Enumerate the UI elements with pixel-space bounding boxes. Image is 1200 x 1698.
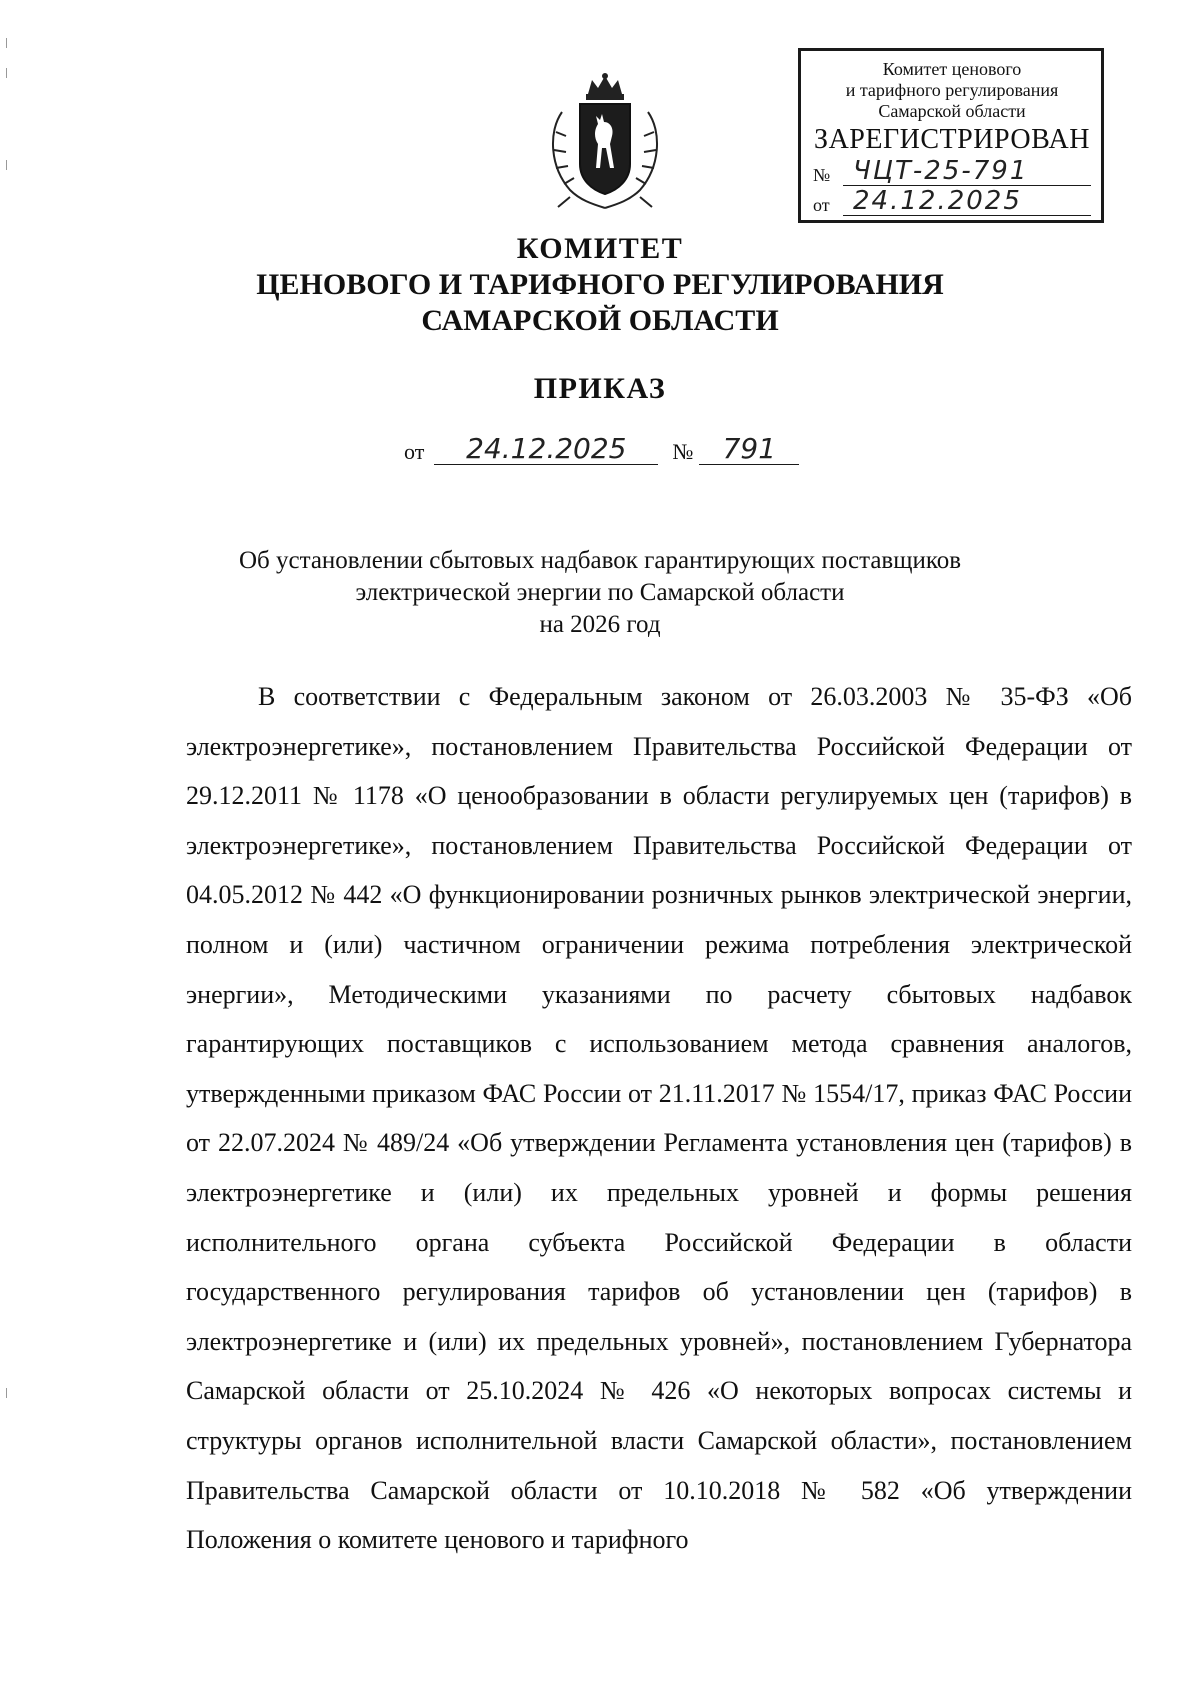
scan-mark (6, 38, 7, 48)
subject-line-2: электрической энергии по Самарской области (355, 579, 845, 606)
stamp-number-label: № (813, 165, 831, 185)
scan-mark (6, 160, 7, 170)
preamble-paragraph: В соответствии с Федеральным законом от 26.03.2003 № 35-ФЗ «Об электроэнергетике», постановлением Правительства Российской Федерации от 29.12.2011 № 1178 «О ценообразовании в области регулируемых цен (тарифов) в электроэнергетике», постановлением Правительства Российской Федерации от 04.05.2012 № 442 «О функционировании розничных рынков электрической энергии, полном и (или) частичном ограничении режима потребления электрической энергии», Методическими указаниями по расчету сбытовых надбавок гарантирующих поставщиков с использованием метода сравнения аналогов, утвержденными приказом ФАС России от 21.11.2017 № 1554/17, приказ ФАС России от 22.07.2024 № 489/24 «Об утверждении Регламента установления цен (тарифов) в электроэнергетике и (или) их предельных уровней и формы решения исполнительного органа субъекта Российской Федерации в области государственного регулирования тарифов об установлении цен (тарифов) в электроэнергетике и (или) их предельных уровней», постановлением Губернатора Самарской области от 25.10.2024 № 426 «О некоторых вопросах системы и структуры органов исполнительной власти Самарской области», постановлением Правительства Самарской области от 10.10.2018 № 582 «Об утверждении Положения о комитете ценового и тарифного (186, 682, 1132, 1555)
order-date-value: 24.12.2025 (434, 434, 658, 465)
stamp-date-value: 24.12.2025 (843, 187, 1091, 216)
committee-name-line-3: САМАРСКОЙ ОБЛАСТИ (421, 304, 779, 337)
stamp-date-label: от (813, 195, 830, 215)
subject-line-3: на 2026 год (539, 611, 661, 638)
order-number-value: 791 (699, 434, 799, 465)
order-date-number (404, 425, 824, 465)
scan-mark (6, 1388, 7, 1398)
stamp-date-row (813, 186, 1091, 216)
registration-stamp (798, 48, 1104, 223)
stamp-org-line-2: и тарифного регулирования (845, 80, 1059, 100)
samara-coat-of-arms-icon (540, 72, 670, 212)
order-body (186, 672, 1132, 1565)
committee-name-line-2: ЦЕНОВОГО И ТАРИФНОГО РЕГУЛИРОВАНИЯ (256, 268, 944, 301)
stamp-org-line-1: Комитет ценового (882, 59, 1022, 79)
committee-title: КОМИТЕТ (516, 232, 684, 265)
order-number-prefix: № (672, 439, 694, 464)
scan-mark (6, 68, 7, 78)
order-date-prefix: от (404, 439, 425, 464)
document-type: ПРИКАЗ (533, 372, 667, 405)
stamp-number-row (813, 156, 1091, 186)
subject-line-1: Об установлении сбытовых надбавок гарантирующих поставщиков (238, 547, 962, 574)
order-subject (150, 545, 1050, 641)
stamp-number-value: ЧЦТ-25-791 (843, 157, 1091, 186)
stamp-org-line-3: Самарской области (878, 101, 1026, 121)
stamp-registered-label: ЗАРЕГИСТРИРОВАН (814, 124, 1090, 155)
